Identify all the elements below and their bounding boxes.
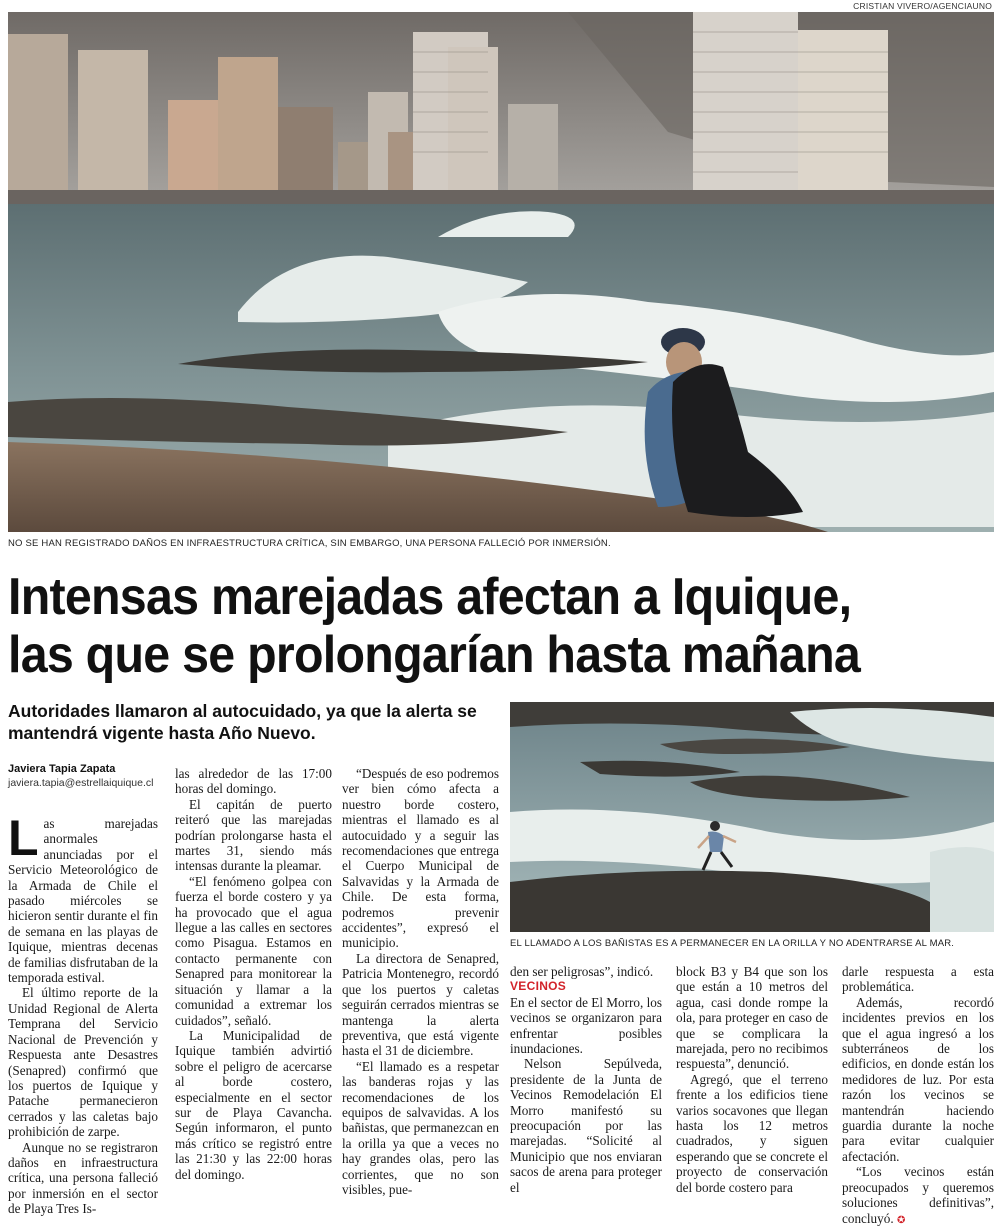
- paragraph: “El llamado es a respetar las banderas rojas y las recomendaciones de los equipos de salvavidas. A los bañistas, que permanezcan en la orilla ya que a veces no hay grandes olas, pero las corrientes, que no son visibles, pue-: [342, 1058, 499, 1197]
- paragraph: El capitán de puerto reiteró que las marejadas podrían prolongarse hasta el martes 31, siendo más intensas durante la pleamar.: [175, 796, 332, 874]
- paragraph: Nelson Sepúlveda, presidente de la Junta de Vecinos Remodelación El Morro manifestó su preocupación por las marejadas. “Solicité al Municipio que nos enviaran sacos de arena para proteger el: [510, 1056, 662, 1195]
- paragraph: den ser peligrosas”, indicó.: [510, 964, 654, 979]
- photo-credit: CRISTIAN VIVERO/AGENCIAUNO: [853, 1, 992, 11]
- paragraph: En el sector de El Morro, los vecinos se organizaron para enfrentar posibles inundaciones.: [510, 994, 662, 1057]
- secondary-photo: [510, 702, 994, 932]
- drop-cap: L: [8, 810, 39, 866]
- paragraph: block B3 y B4 que son los que están a 10 metros del agua, casi donde rompe la ola, para proteger en caso de que se complicara la marejada, pero no recibimos respuesta”, denunció.: [676, 964, 828, 1072]
- author-email: javiera.tapia@estrellaiquique.cl: [8, 777, 154, 789]
- author-name: Javiera Tapia Zapata: [8, 763, 116, 775]
- byline: [8, 762, 154, 790]
- main-photo-caption: NO SE HAN REGISTRADO DAÑOS EN INFRAESTRUCTURA CRÍTICA, SIN EMBARGO, UNA PERSONA FALLECIÓ POR INMERSIÓN.: [8, 538, 611, 549]
- end-mark-icon: ✪: [896, 1214, 906, 1226]
- paragraph: “Los vecinos están preocupados y queremos soluciones definitivas”, concluyó. ✪: [842, 1164, 994, 1226]
- paragraph: Las marejadas anormales anunciadas por el Servicio Meteorológico de la Armada de Chile el pasado miércoles se hicieron sentir durante el fin de semana en las playas de Iquique, mientras decenas de familias disfrutaban de la temporada estival.: [8, 810, 158, 986]
- paragraph: La directora de Senapred, Patricia Montenegro, recordó que los puertos y caletas seguirán cerrados mientras se mantenga la alerta preventiva, que está vigente hasta el 31 de diciembre.: [342, 950, 499, 1059]
- headline-line-2: las que se prolongarían hasta mañana: [8, 626, 861, 684]
- article-column-6: [842, 964, 994, 1228]
- deck-subtitle: Autoridades llamaron al autocuidado, ya que la alerta se mantendrá vigente hasta Año Nuevo.: [8, 701, 477, 743]
- paragraph: “El fenómeno golpea con fuerza el borde costero y ya ha provocado que el agua llegue a las calles en sectores como Pisagua. Estamos en contacto permanente con Senapred para monitorear la situación y llamar a la comunidad a extremar los cuidados”, señaló.: [175, 873, 332, 1028]
- paragraph: El último reporte de la Unidad Regional de Alerta Temprana del Servicio Nacional de Prevención y Respuesta ante Desastres (Senapred) confirmó que los puertos de Iquique y Patache permanecieron cerrados y las caletas bajo prohibición de zarpe.: [8, 985, 158, 1140]
- article-column-4: [510, 964, 662, 1195]
- main-photo: [8, 12, 994, 532]
- paragraph: las alrededor de las 17:00 horas del domingo.: [175, 766, 332, 797]
- paragraph: “Después de eso podremos ver bien cómo afecta a nuestro borde costero, mientras el llamado es al autocuidado y a seguir las recomendaciones que entrega el Cuerpo Municipal de Salvavidas y la Armada de Chile. De esta forma, podremos prevenir accidentes”, expresó el municipio.: [342, 766, 499, 951]
- paragraph: darle respuesta a esta problemática.: [842, 964, 994, 995]
- article-column-3: [342, 766, 499, 1197]
- headline: [8, 568, 929, 684]
- headline-line-1: Intensas marejadas afectan a Iquique,: [8, 568, 852, 626]
- paragraph: Aunque no se registraron daños en infraestructura crítica, una persona falleció por inmersión en el sector de Playa Tres Is-: [8, 1139, 158, 1217]
- article-column-1: [8, 810, 158, 1217]
- section-subhead: VECINOS: [510, 979, 567, 994]
- paragraph: Agregó, que el terreno frente a los edificios tiene varios socavones que llegan hasta los 12 metros cuadrados, y siguen esperando que se concrete el proyecto de conservación del borde costero para: [676, 1071, 828, 1195]
- secondary-photo-caption: EL LLAMADO A LOS BAÑISTAS ES A PERMANECER EN LA ORILLA Y NO ADENTRARSE AL MAR.: [510, 938, 955, 949]
- article-column-2: [175, 766, 332, 1182]
- paragraph: Además, recordó incidentes previos en los que el agua ingresó a los subterráneos de los edificios, en donde están los medidores de luz. Por esta razón los vecinos se mantendrán haciendo guardia durante la noche para evitar cualquier afectación.: [842, 994, 994, 1164]
- paragraph: La Municipalidad de Iquique también advirtió sobre el peligro de acercarse al borde costero, especialmente en el sector sur de Playa Cavancha. Según informaron, el punto más crítico se registró entre las 21:30 y las 22:00 horas del domingo.: [175, 1027, 332, 1182]
- article-column-5: [676, 964, 828, 1195]
